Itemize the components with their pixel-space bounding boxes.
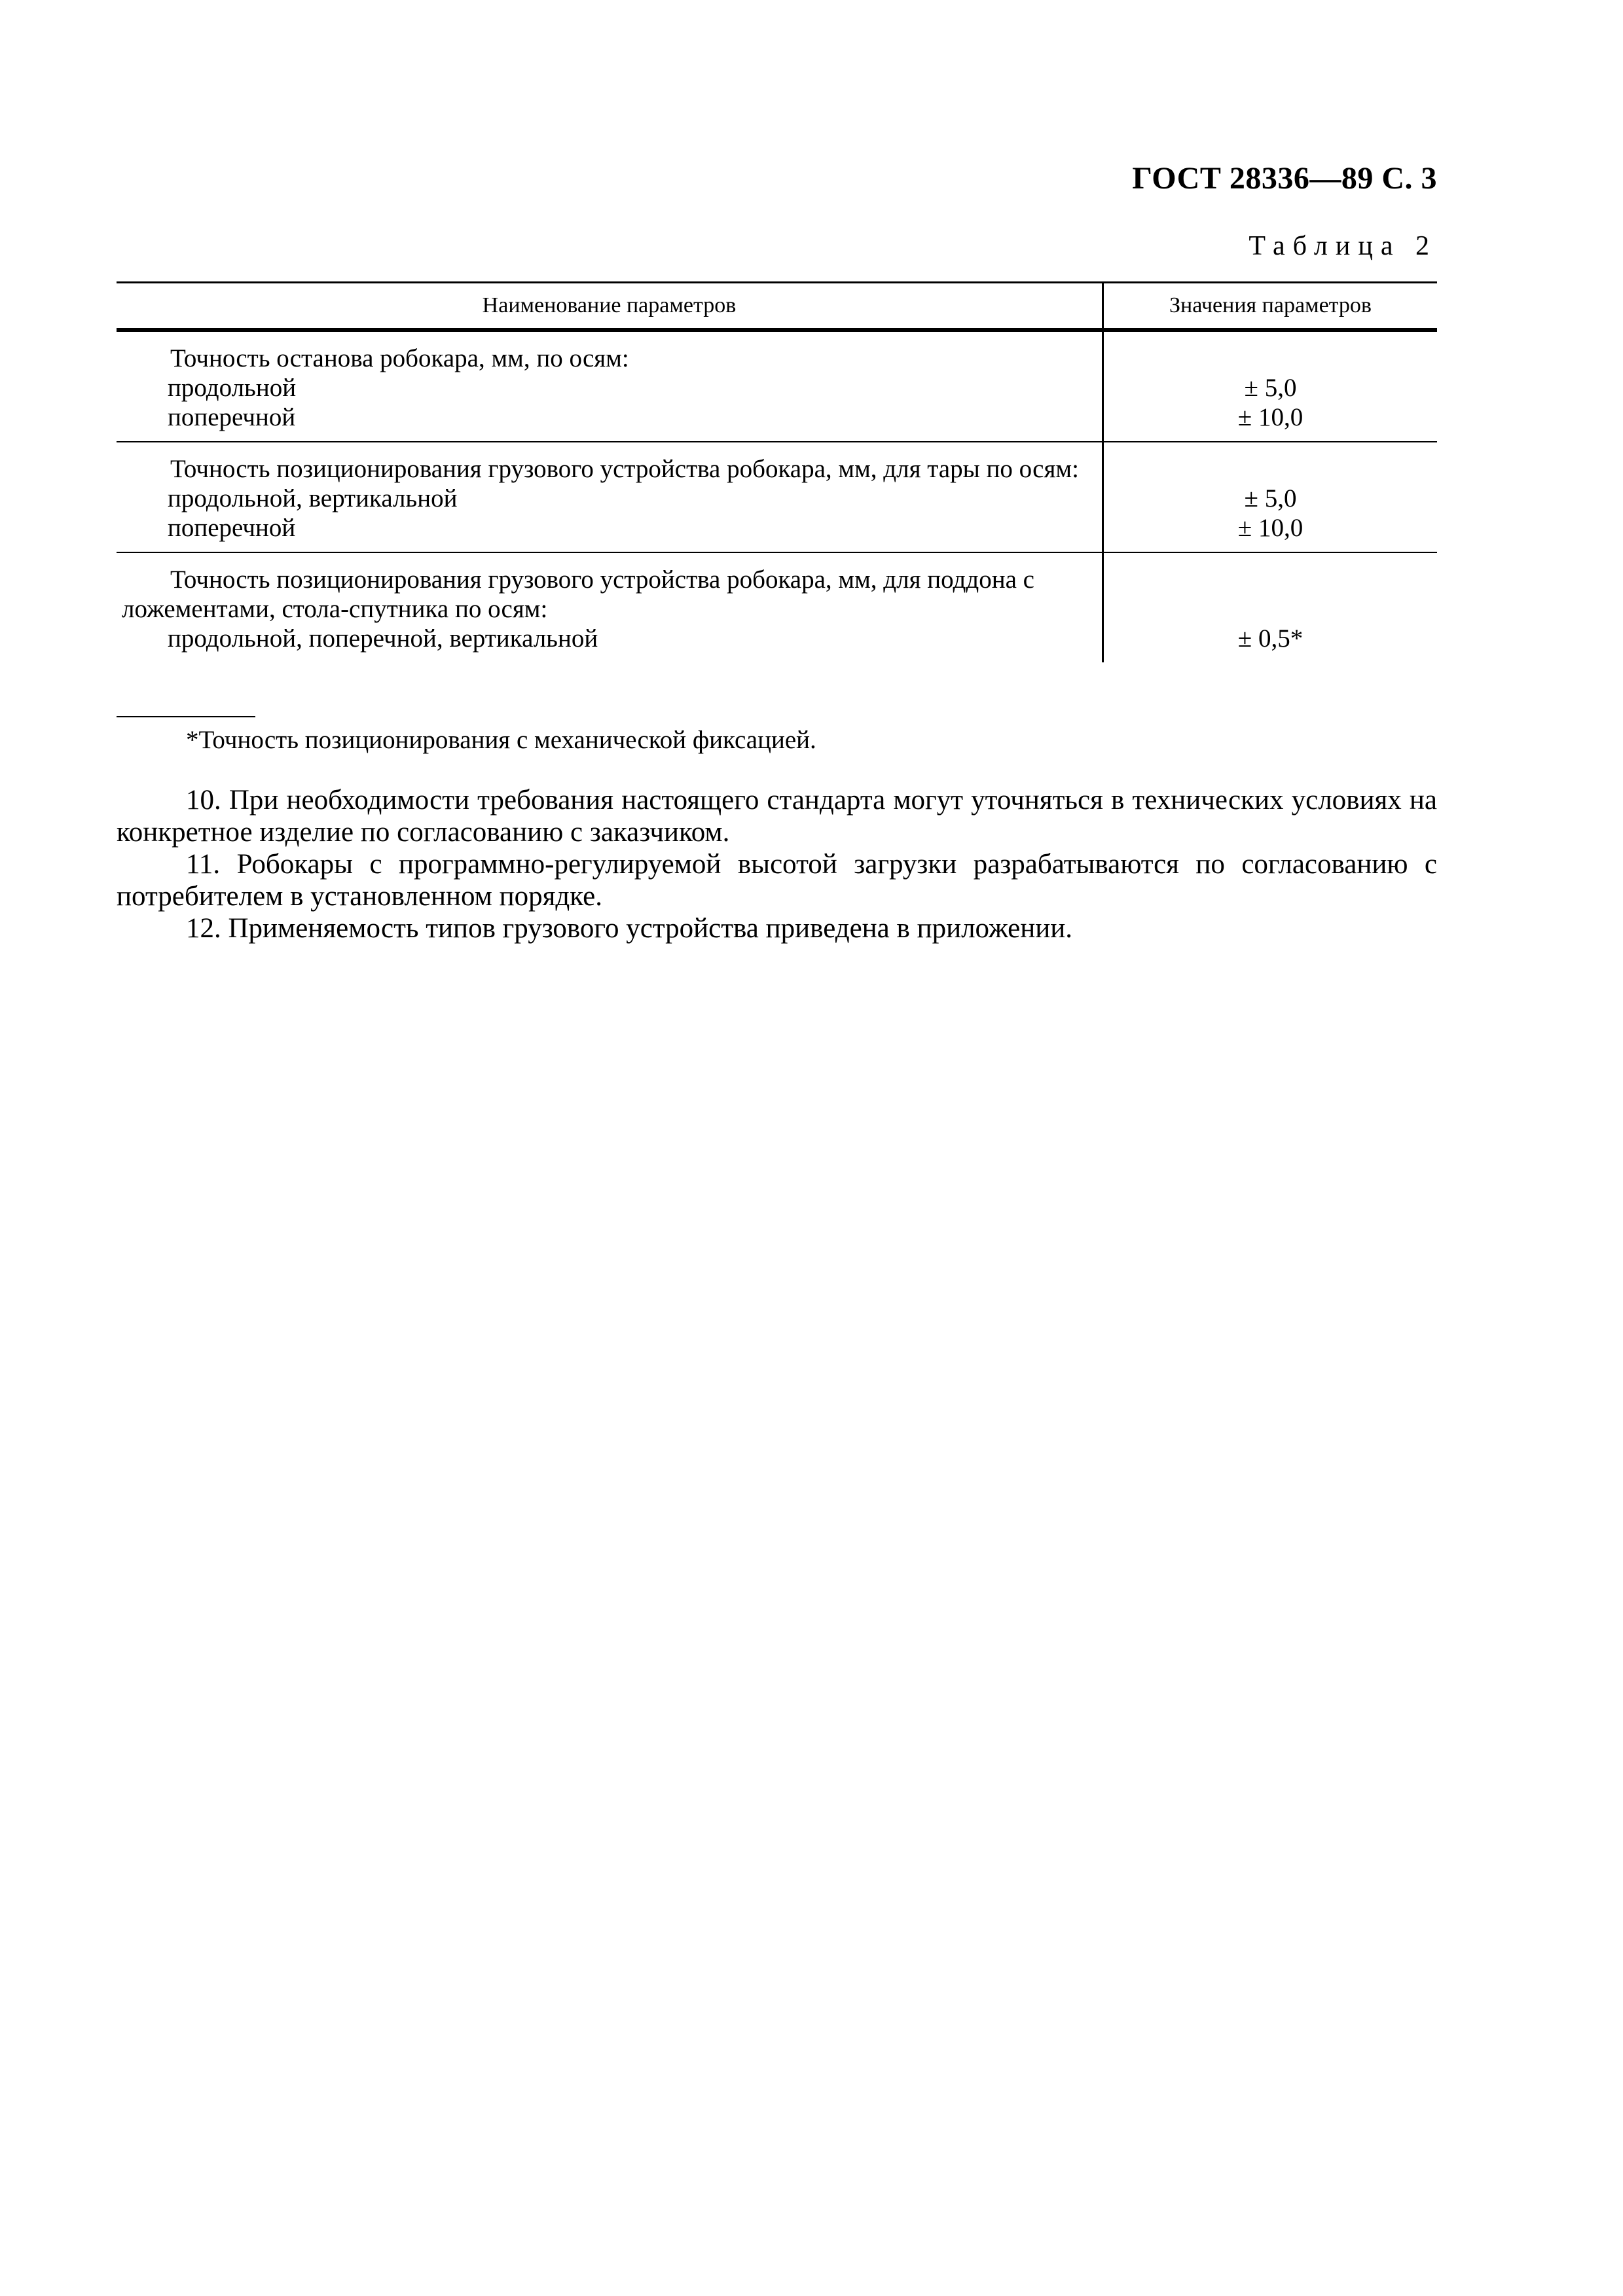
paragraph: 12. Применяемость типов грузового устройства приведена в приложении. — [186, 913, 1072, 944]
footnote-divider — [117, 716, 255, 717]
parameter-axis: поперечной — [168, 403, 296, 431]
parameter-name-cell — [117, 330, 1103, 442]
parameter-axis: продольной, поперечной, вертикальной — [168, 624, 598, 653]
parameter-title: Точность останова робокара, мм, по осям: — [170, 344, 629, 372]
table-caption: Таблица 2 — [1249, 231, 1437, 261]
table-header-row — [117, 283, 1437, 331]
parameter-title: Точность позиционирования грузового устройства робокара, мм, для поддона с ложементами, стола-спутника по осям: — [122, 565, 1034, 623]
parameter-value-cell — [1103, 330, 1438, 442]
parameter-value: ± 5,0 — [1244, 374, 1297, 402]
parameter-value: ± 0,5* — [1237, 624, 1304, 653]
table-row — [117, 552, 1437, 662]
table-row — [117, 442, 1437, 552]
paragraph: 11. Робокары с программно-регулируемой высотой загрузки разрабатываются по согласованию с потребителем в установленном порядке. — [117, 849, 1437, 912]
parameter-value-cell — [1103, 442, 1438, 552]
parameter-value: ± 5,0 — [1244, 484, 1297, 512]
parameter-axis: поперечной — [168, 514, 296, 542]
parameter-value: ± 10,0 — [1237, 403, 1304, 431]
parameter-value: ± 10,0 — [1237, 514, 1304, 542]
parameter-name-cell — [117, 442, 1103, 552]
parameters-table — [117, 281, 1437, 662]
paragraph: 10. При необходимости требования настоящего стандарта могут уточняться в технических условиях на конкретное изделие по согласованию с заказчиком. — [117, 785, 1437, 848]
column-header-value: Значения параметров — [1103, 283, 1438, 331]
parameter-title: Точность позиционирования грузового устройства робокара, мм, для тары по осям: — [170, 455, 1079, 483]
parameter-axis: продольной — [168, 374, 297, 402]
parameter-axis: продольной, вертикальной — [168, 484, 458, 512]
parameter-value-cell — [1103, 552, 1438, 662]
parameter-name-cell — [117, 552, 1103, 662]
footnote: *Точность позиционирования с механической фиксацией. — [186, 726, 816, 754]
body-text — [117, 784, 1437, 944]
column-header-name: Наименование параметров — [117, 283, 1103, 331]
page-header: ГОСТ 28336—89 С. 3 — [1132, 161, 1437, 196]
table-row — [117, 330, 1437, 442]
